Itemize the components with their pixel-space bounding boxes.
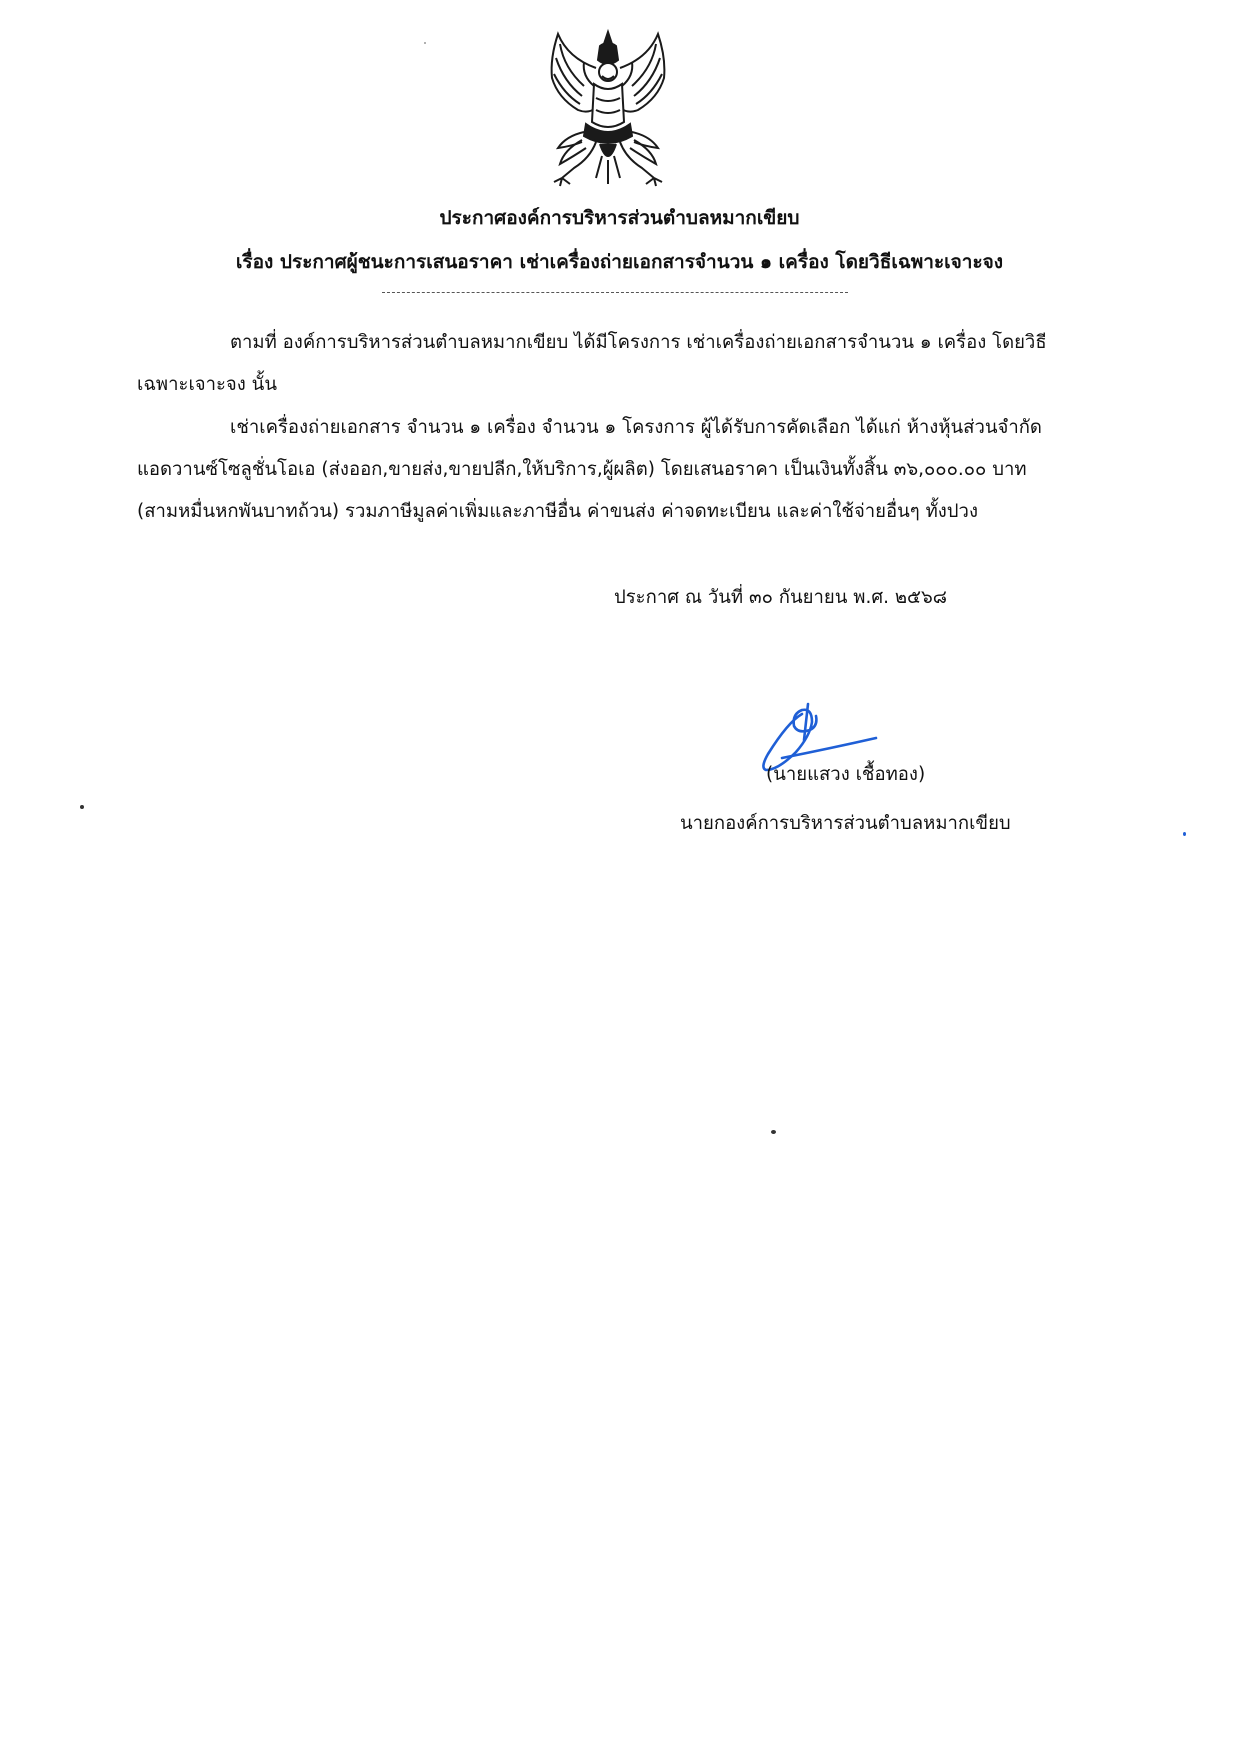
- signer-name: (นายแสวง เชื้อทอง): [766, 764, 926, 785]
- announcement-title: ประกาศองค์การบริหารส่วนตำบลหมากเขียบ: [439, 207, 800, 229]
- paragraph-2-line-1: เช่าเครื่องถ่ายเอกสาร จำนวน ๑ เครื่อง จำนวน ๑ โครงการ ผู้ได้รับการคัดเลือก ได้แก่ ห้างหุ้นส่วนจำกัด: [230, 417, 1042, 438]
- garuda-emblem-icon: [538, 28, 678, 188]
- announcement-subject: เรื่อง ประกาศผู้ชนะการเสนอราคา เช่าเครื่องถ่ายเอกสารจำนวน ๑ เครื่อง โดยวิธีเฉพาะเจาะจง: [235, 251, 1004, 273]
- scan-speck: [80, 805, 84, 809]
- signer-position: นายกองค์การบริหารส่วนตำบลหมากเขียบ: [680, 813, 1011, 834]
- dashed-divider: [382, 292, 848, 293]
- paragraph-1-line-1: ตามที่ องค์การบริหารส่วนตำบลหมากเขียบ ได้มีโครงการ เช่าเครื่องถ่ายเอกสารจำนวน ๑ เครื่อง โดยวิธี: [230, 332, 1047, 353]
- paragraph-1-line-2: เฉพาะเจาะจง นั้น: [137, 374, 277, 395]
- announcement-date: ประกาศ ณ วันที่ ๓๐ กันยายน พ.ศ. ๒๕๖๘: [614, 587, 948, 608]
- scan-speck: [771, 1130, 776, 1134]
- paragraph-2-line-3: (สามหมื่นหกพันบาทถ้วน) รวมภาษีมูลค่าเพิ่มและภาษีอื่น ค่าขนส่ง ค่าจดทะเบียน และค่าใช้จ่ายอื่นๆ ทั้งปวง: [137, 501, 978, 522]
- scan-speck: [424, 42, 426, 44]
- scan-speck: [1183, 832, 1186, 836]
- paragraph-2-line-2: แอดวานซ์โซลูชั่นโอเอ (ส่งออก,ขายส่ง,ขายปลีก,ให้บริการ,ผู้ผลิต) โดยเสนอราคา เป็นเงินทั้งสิ้น ๓๖,๐๐๐.๐๐ บาท: [137, 459, 1027, 480]
